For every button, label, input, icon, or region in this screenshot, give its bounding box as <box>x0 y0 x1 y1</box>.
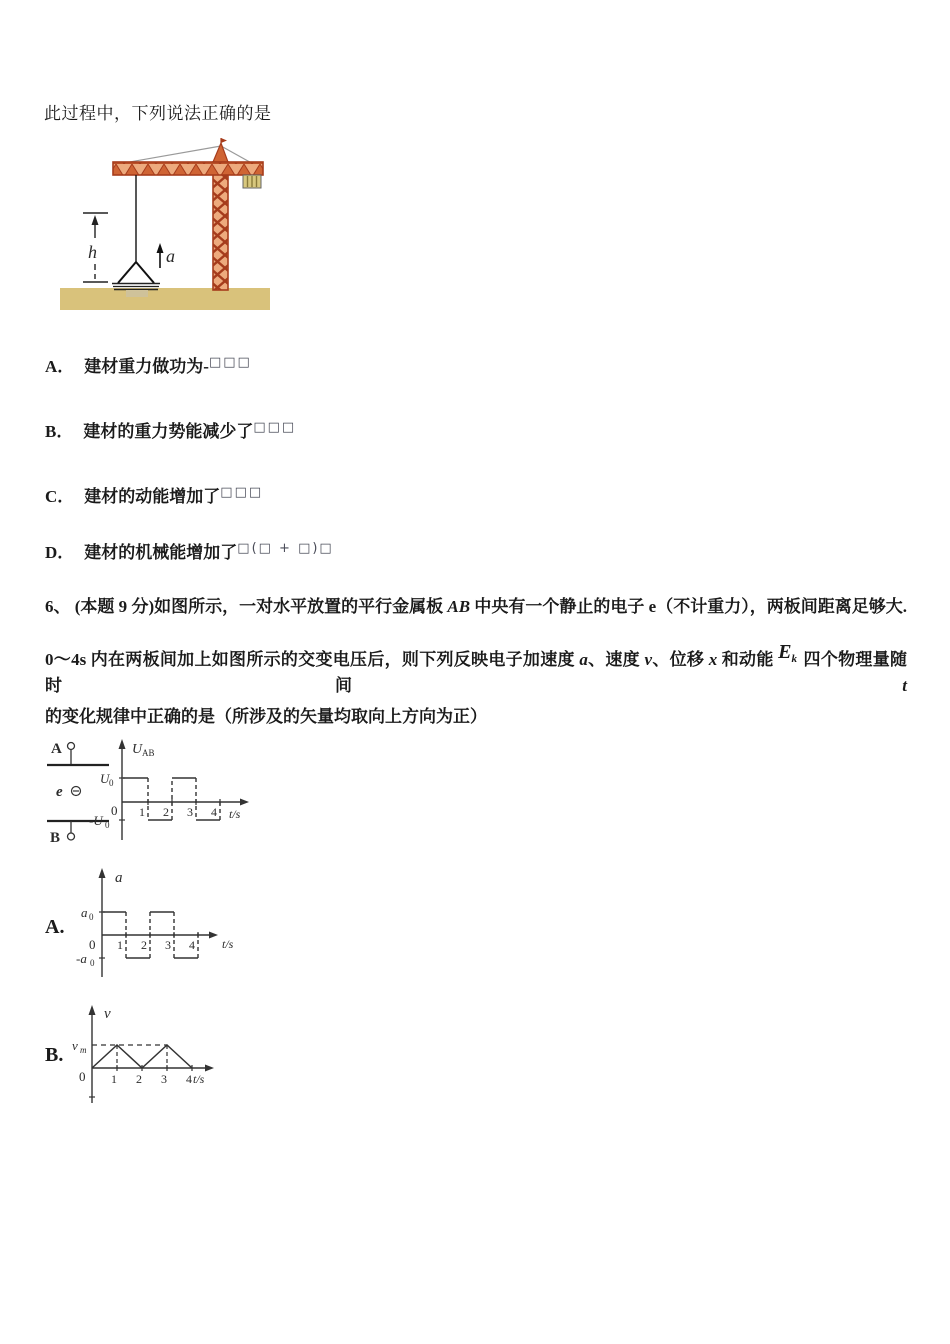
terminal-b-icon <box>68 833 75 840</box>
neg-u0-sub: 0 <box>105 820 110 830</box>
up-arrow-icon <box>157 243 164 253</box>
neg-a0-label: -a <box>76 951 87 966</box>
tick-3: 3 <box>165 938 171 952</box>
crane-figure <box>60 138 270 315</box>
velocity-graph-figure <box>60 1000 270 1113</box>
x-axis-arrow-icon <box>240 799 249 806</box>
q6-text: 0～4s 内在两板间加上如图所示的交变电压后，则下列反映电子加速度 <box>45 650 580 669</box>
y-axis-arrow-icon <box>119 739 126 749</box>
option-text: 建材的重力势能减少了 <box>83 422 254 441</box>
a-label: a <box>166 246 175 266</box>
time-axis-label: t/s <box>229 807 241 821</box>
parallel-plate-schematic <box>47 741 109 846</box>
y-axis-arrow-icon <box>89 1005 96 1015</box>
option-text: 建材的机械能增加了 <box>84 543 238 562</box>
a-axis-label: a <box>115 870 123 886</box>
intro-line: 此过程中，下列说法正确的是 <box>44 104 272 123</box>
crane-apex <box>213 143 228 162</box>
h-label: h <box>88 242 97 262</box>
acceleration-arrow <box>157 243 176 268</box>
option-label: A． <box>45 357 75 376</box>
ground <box>60 288 270 310</box>
kinetic-energy-var: E <box>778 641 792 663</box>
velocity-graph <box>60 1000 270 1108</box>
electron-label: e <box>56 784 63 800</box>
tick-3: 3 <box>161 1072 167 1086</box>
option-label: C． <box>45 487 75 506</box>
uab-graph <box>45 735 260 850</box>
origin-label: 0 <box>111 803 118 818</box>
option-label: B． <box>45 422 74 441</box>
option-A-q5 <box>45 352 252 377</box>
tick-3: 3 <box>187 805 193 819</box>
x-axis-arrow-icon <box>205 1065 214 1072</box>
graph-option-A-label: A. <box>45 916 65 938</box>
crane-illustration <box>60 138 270 310</box>
time-axis-label: t/s <box>193 1072 205 1086</box>
q6-text: 的变化规律中正确的是（所涉及的矢量均取向上方向为正） <box>45 707 487 726</box>
plate-b-label: B <box>50 830 61 846</box>
tick-2: 2 <box>136 1072 142 1086</box>
acceleration-graph <box>75 862 285 984</box>
time-var: t <box>902 676 907 695</box>
option-C-q5 <box>45 482 263 507</box>
missing-glyph-formula: □□□ <box>208 355 252 370</box>
q6-text: 和动能 <box>717 650 779 669</box>
q6-text: 、速度 <box>587 650 645 669</box>
v-waveform <box>92 1045 192 1068</box>
electron-var: e <box>648 597 657 616</box>
acceleration-var: a <box>579 650 588 669</box>
graph-option-B-label: B. <box>45 1044 64 1066</box>
tick-1: 1 <box>139 805 145 819</box>
question6-line2 <box>45 641 907 696</box>
question6-line3 <box>45 702 907 727</box>
crane-flag <box>221 138 227 143</box>
neg-a0-sub: 0 <box>90 958 95 968</box>
acceleration-graph-figure <box>75 862 285 989</box>
q6-text: 、位移 <box>652 650 709 669</box>
velocity-var: v <box>644 650 653 669</box>
u0-sub: 0 <box>109 778 114 788</box>
option-label: D． <box>45 543 75 562</box>
vm-label: v <box>72 1038 78 1053</box>
missing-glyph-formula: □(□ + □)□ <box>237 541 334 556</box>
tick-2: 2 <box>163 805 169 819</box>
missing-glyph-formula: □□□ <box>253 420 297 435</box>
origin-label: 0 <box>79 1069 86 1084</box>
option-text: 建材的动能增加了 <box>84 487 221 506</box>
origin-label: 0 <box>89 937 96 952</box>
q6-text: （不计重力），两板间距离足够大. <box>656 597 908 616</box>
v-axis-label: v <box>104 1006 111 1022</box>
plate-a-label: A <box>51 741 62 757</box>
y-axis-arrow-icon <box>99 868 106 878</box>
kinetic-energy-subscript: k <box>791 653 798 665</box>
option-B-q5 <box>45 417 296 442</box>
q6-text: 四个物理量随时间 <box>45 650 907 695</box>
a0-sub: 0 <box>89 912 94 922</box>
uab-axis-label: U <box>132 742 143 757</box>
axis-ticks <box>119 778 220 820</box>
height-dimension <box>83 213 108 282</box>
missing-glyph-formula: □□□ <box>220 485 264 500</box>
tick-4: 4 <box>211 805 217 819</box>
tick-1: 1 <box>111 1072 117 1086</box>
option-D-q5 <box>45 538 334 563</box>
question6-line1 <box>45 592 907 617</box>
neg-u0-label: -U <box>89 813 103 828</box>
tick-4: 4 <box>189 938 195 952</box>
uab-axis-sub: AB <box>142 748 155 758</box>
q6-text: 中央有一个静止的电子 <box>470 597 649 616</box>
vm-sub: m <box>80 1045 87 1055</box>
displacement-var: x <box>708 650 718 669</box>
plates-ab-var: AB <box>447 597 471 616</box>
a0-label: a <box>81 905 88 920</box>
terminal-a-icon <box>68 743 75 750</box>
q6-text: 6、 (本题 9 分)如图所示，一对水平放置的平行金属板 <box>45 597 448 616</box>
x-axis-arrow-icon <box>209 932 218 939</box>
option-text: 建材重力做功为- <box>84 357 209 376</box>
tick-1: 1 <box>117 938 123 952</box>
tick-2: 2 <box>141 938 147 952</box>
time-axis-label: t/s <box>222 937 234 951</box>
uab-figure <box>45 735 260 855</box>
tick-4: 4 <box>186 1072 192 1086</box>
u0-label: U <box>100 771 110 786</box>
